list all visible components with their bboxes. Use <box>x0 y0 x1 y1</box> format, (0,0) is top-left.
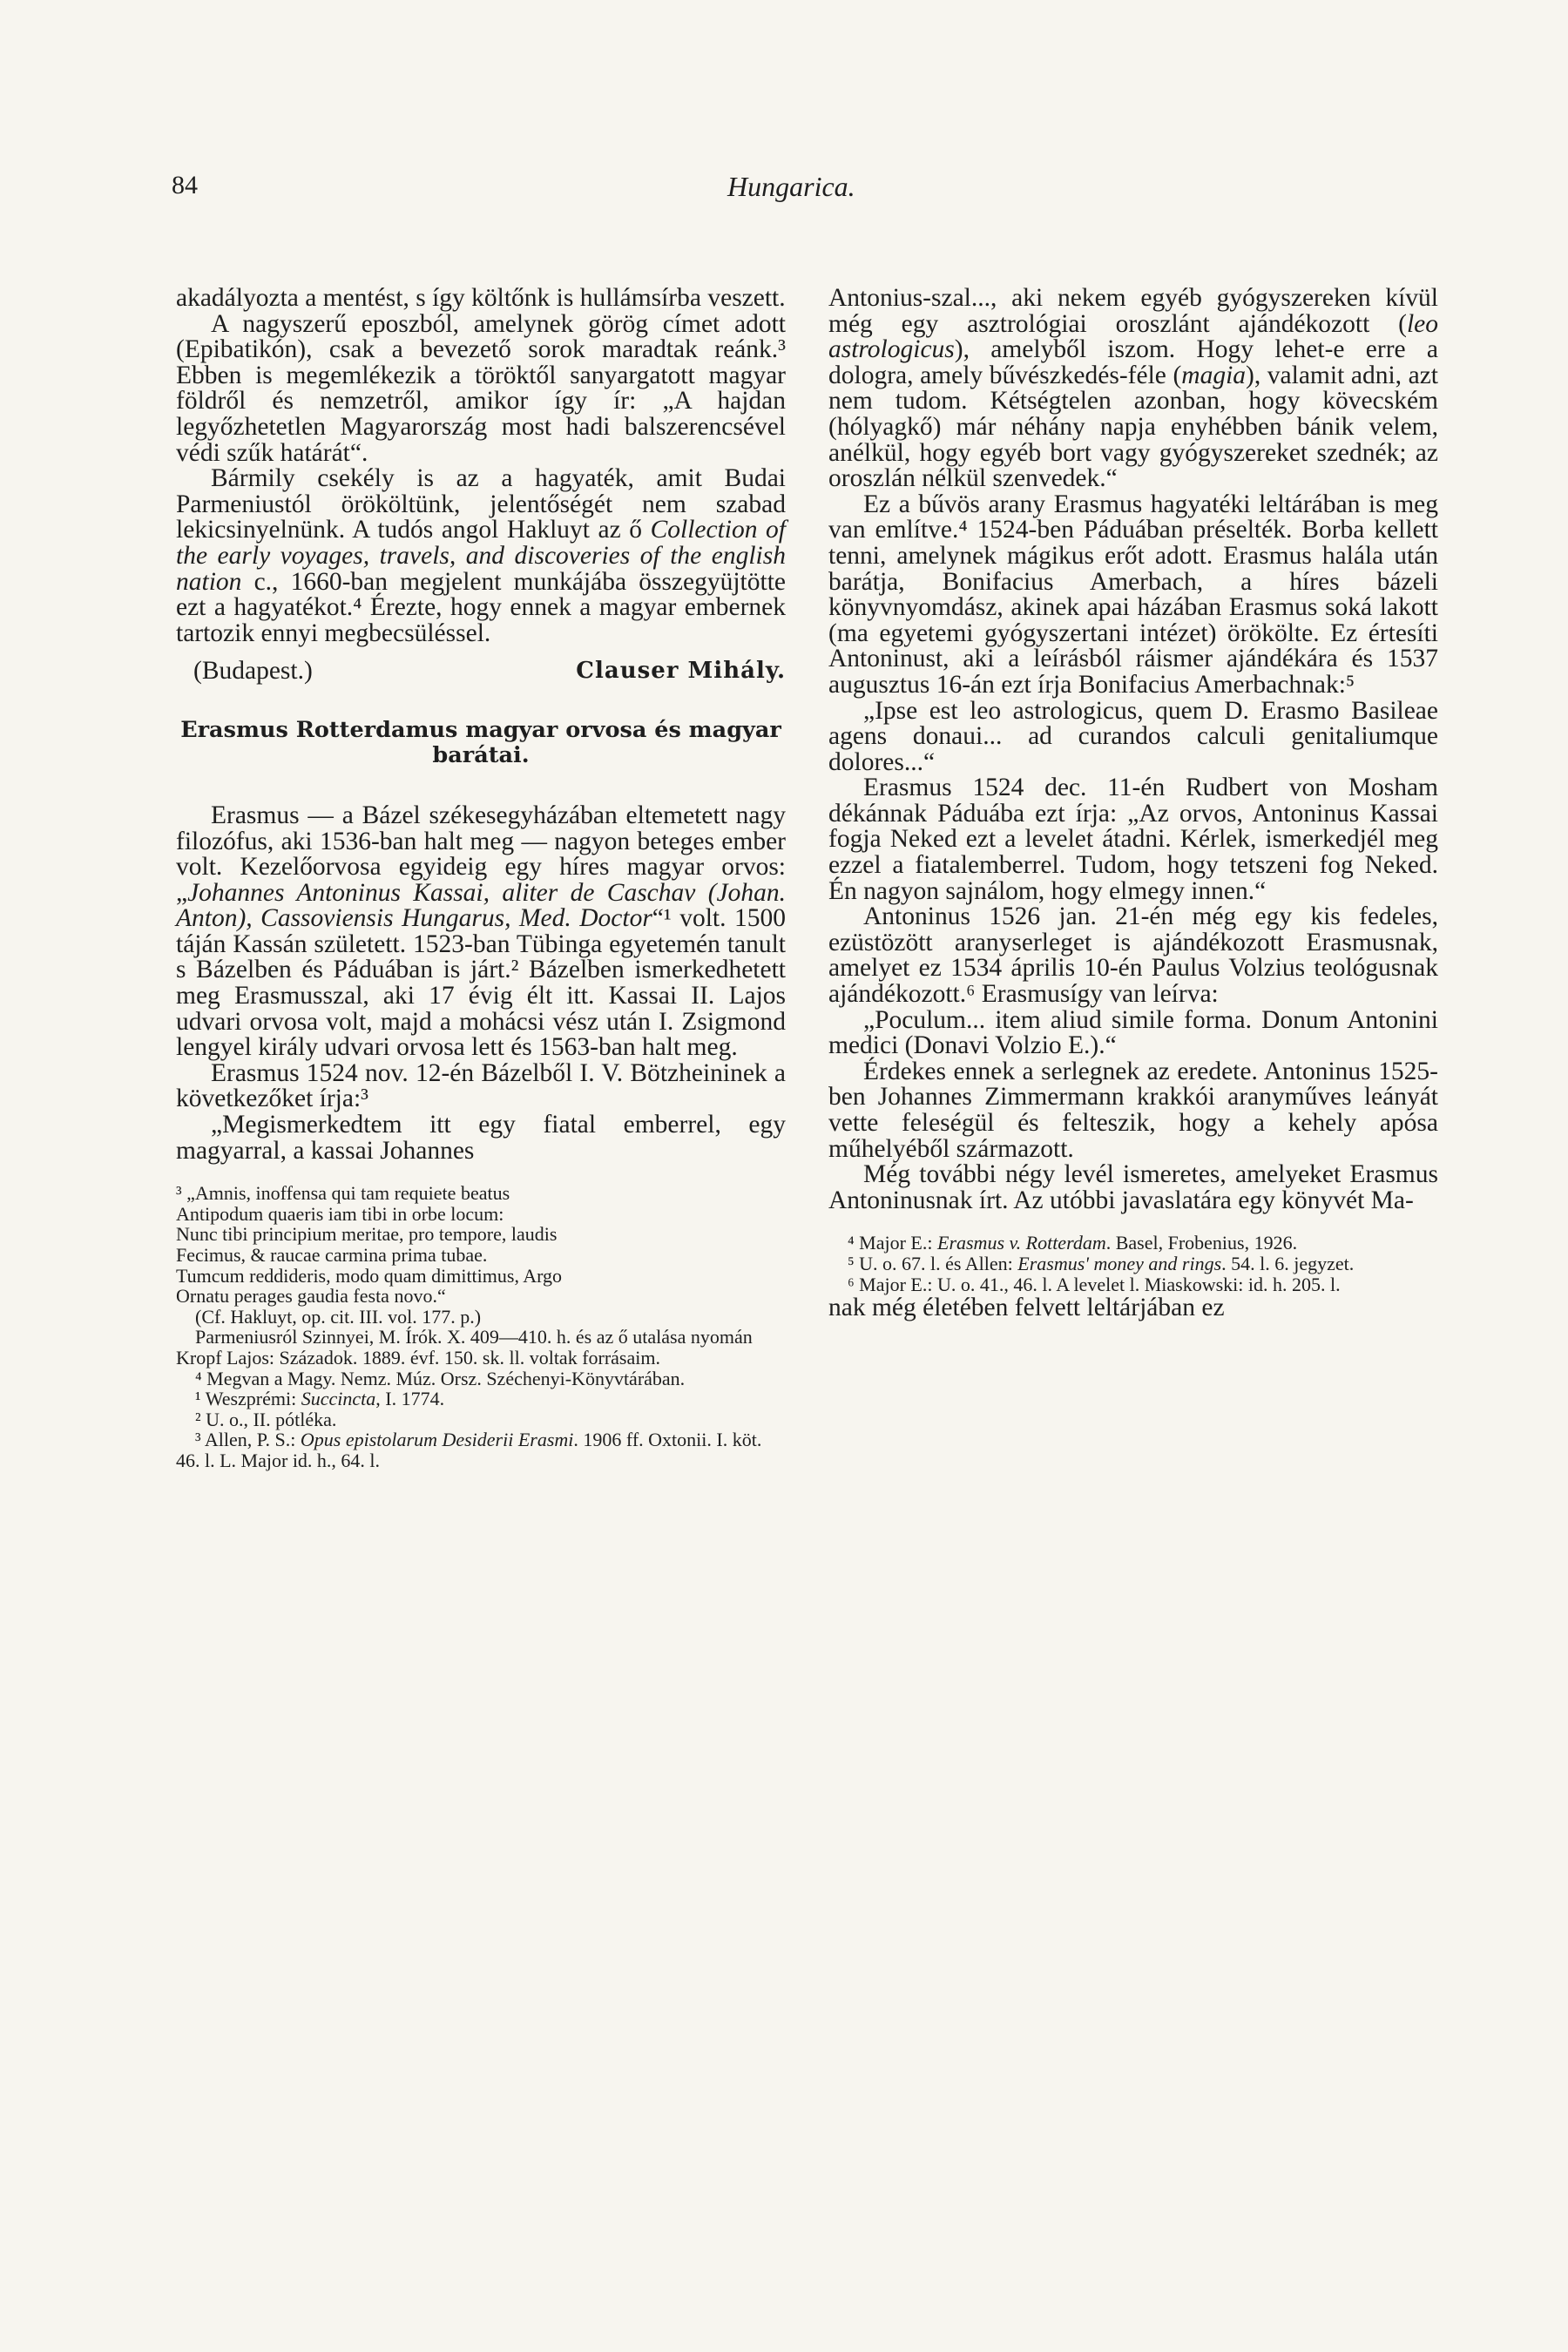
paragraph: A nagyszerű eposzból, amelynek görög címet adott (Epibatikón), csak a bevezető sorok maradtak reánk.³ Ebben is megemlékezik a töröktől sanyargatott magyar földről és nemzetről, amikor így ír: „A hajdan legyőzhetetlen Magyarország most hadi balszerencsével védi szűk határát“. <box>176 309 786 467</box>
footnote <box>828 1254 1438 1274</box>
latin-term: leo astrologicus <box>828 309 1438 364</box>
text-run: ⁵ U. o. 67. l. és Allen: <box>848 1252 1018 1274</box>
footnote: Parmeniusról Szinnyei, M. Írók. X. 409—410. h. és az ő utalása nyomán Kropf Lajos: Századok. 1889. évf. 150. sk. ll. voltak forrásaim. <box>176 1326 753 1369</box>
paragraph: „Poculum... item aliud simile forma. Donum Antonini medici (Donavi Volzio E.).“ <box>828 1005 1438 1060</box>
paragraph <box>828 286 1438 492</box>
paragraph: akadályozta a mentést, s így költőnk is hullámsírba veszett. <box>176 284 786 312</box>
poem-line: Fecimus, & raucae carmina prima tubae. <box>176 1244 488 1266</box>
latin-name: Johannes Antoninus Kassai, aliter de Caschav (Johan. Anton), Cassoviensis Hungarus, Med. Doctor <box>176 878 786 933</box>
paragraph: Ez a bűvös arany Erasmus hagyatéki leltárában is meg van említve.⁴ 1524-ben Páduában préselték. Borba kellett tenni, amelynek mágikus erőt adott. Erasmus halála után barátja, Bonifacius Amerbach, a híres bázeli könyvnyomdász, akinek apai házában Erasmus soká lakott (ma egyetemi gyógyszertani intézet) örökölte. Ez értesíti Antoninust, aki a leírásból ráismer ajándékára és 1537 augusztus 16-án ezt írja Bonifacius Amerbachnak:⁵ <box>828 490 1438 699</box>
poem-line: ³ „Amnis, inoffensa qui tam requiete beatus <box>176 1182 510 1205</box>
text-run: ¹ Weszprémi: <box>195 1388 301 1410</box>
signature-place: (Budapest.) <box>193 657 313 686</box>
text-run: . 1906 ff. Oxtonii. I. köt. 46. l. L. Major id. h., 64. l. <box>176 1429 762 1471</box>
page-number: 84 <box>172 171 198 199</box>
book-title: Collection of the early voyages, travels, and discoveries of the english nation <box>176 516 786 596</box>
book-title: Opus epistolarum Desiderii Erasmi <box>300 1429 574 1451</box>
text-run: , I. 1774. <box>375 1388 445 1410</box>
poem-line: Nunc tibi principium meritae, pro tempore, laudis <box>176 1223 558 1246</box>
text-run: “¹ volt. 1500 táján Kassán született. 1523-ban Tübinga egyetemén tanult s Bázelben és Páduában is járt.² Bázelben ismerkedhetett meg Erasmusszal, aki 17 évig élt itt. Kassai II. Lajos udvari orvosa volt, majd a mohácsi vész után I. Zsigmond lengyel király udvari orvosa lett és 1563-ban halt meg. <box>176 904 786 1062</box>
paragraph: „Ipse est leo astrologicus, quem D. Erasmo Basileae agens donaui... ad curandos calculi genitaliumque dolores...“ <box>828 696 1438 776</box>
paragraph: Erasmus 1524 nov. 12-én Bázelből I. V. Bötzheininek a következőket írja:³ <box>176 1058 786 1113</box>
book-title: Erasmus' money and rings <box>1017 1252 1222 1274</box>
text-run: ), valamit adni, azt nem tudom. Kétségtelen azonban, hogy kövecském (hólyagkő) már néhány napja enyhébben bánik velem, anélkül, hogy egyéb bort vagy gyógyszereket szednék; az oroszlán nélkül szenvedek.“ <box>828 361 1438 493</box>
footnote: ⁴ Megvan a Magy. Nemz. Múz. Orsz. Széchenyi-Könyvtárában. <box>195 1367 686 1389</box>
text-run: . 54. l. 6. jegyzet. <box>1221 1252 1355 1274</box>
paragraph: „Megismerkedtem itt egy fiatal emberrel, egy magyarral, a kassai Johannes <box>176 1111 786 1165</box>
section-heading: Erasmus Rotterdamus magyar orvosa és magyar barátai. <box>180 716 781 768</box>
left-column <box>176 286 786 1471</box>
poem-line: Antipodum quaeris iam tibi in orbe locum: <box>176 1202 504 1225</box>
latin-term: magia <box>1181 361 1247 389</box>
right-column <box>828 286 1438 1321</box>
footnote: (Cf. Hakluyt, op. cit. III. vol. 177. p.) <box>195 1305 482 1328</box>
text-run: Bármily csekély is az a hagyaték, amit Budai Parmeniustól örököltünk, jelentőségét nem szabad lekicsinyelnünk. A tudós angol Hakluyt az ő <box>176 464 786 544</box>
footnote: ² U. o., II. pótléka. <box>195 1408 337 1430</box>
paragraph <box>176 466 786 646</box>
right-footnotes <box>828 1233 1438 1321</box>
footnote <box>176 1389 786 1409</box>
paragraph: Erasmus 1524 dec. 11-én Rudbert von Mosham dékánnak Páduába ezt írja: „Az orvos, Antoninus Kassai fogja Neked ezt a levelet átadni. Kérlek, ismerkedjél meg ezzel a fiatalemberrel. Tudom, hogy tetszeni fog Neked. Én nagyon sajnálom, hogy elmegy innen.“ <box>828 774 1438 905</box>
paragraph <box>176 803 786 1061</box>
text-run: ³ Allen, P. S.: <box>195 1429 301 1451</box>
text-run: Erasmus — a Bázel székesegyházában eltemetett nagy filozófus, aki 1536-ban halt meg — nagyon beteges ember volt. Kezelőorvosa egyideig egy híres magyar orvos: „ <box>176 801 786 907</box>
text-run: c., 1660-ban megjelent munkájába összegyüjtötte ezt a hagyatékot.⁴ Érezte, hogy ennek a magyar embernek tartozik ennyi megbecsüléssel. <box>176 567 786 647</box>
left-footnotes <box>176 1183 786 1470</box>
text-run: Antonius-szal..., aki nekem egyéb gyógyszereken kívül még egy asztrológiai oroszlánt ajándékozott ( <box>828 284 1438 338</box>
footnote: ⁶ Major E.: U. o. 41., 46. l. A levelet l. Miaskowski: id. h. 205. l. <box>848 1273 1341 1295</box>
text-run: . Basel, Frobenius, 1926. <box>1105 1232 1298 1254</box>
footnote <box>828 1233 1438 1254</box>
text-run: ⁴ Major E.: <box>848 1232 937 1254</box>
paragraph: Érdekes ennek a serlegnek az eredete. Antoninus 1525-ben Johannes Zimmermann krakkói aranyműves leányát vette feleségül és felteszik, hogy a kehely apósa műhelyéből származott. <box>828 1057 1438 1163</box>
page-header <box>0 171 1568 206</box>
running-title: Hungarica. <box>727 171 855 202</box>
poem-line: Ornatu perages gaudia festa novo.“ <box>176 1285 446 1308</box>
paragraph: Antoninus 1526 jan. 21-én még egy kis fedeles, ezüstözött aranyserleget is ajándékozott Erasmusnak, amelyet ez 1534 április 10-én Paulus Volzius teológusnak ajándékozott.⁶ Erasmusígy van leírva: <box>828 902 1438 1009</box>
poem-line: Tumcum reddideris, modo quam dimittimus, Argo <box>176 1264 563 1287</box>
signature-line <box>176 659 786 685</box>
footnote-continuation: nak még életében felvett leltárjában ez <box>828 1294 1225 1322</box>
footnote <box>176 1429 786 1470</box>
signature-author: Clauser Mihály. <box>576 658 786 685</box>
book-title: Succincta <box>301 1388 376 1410</box>
book-title: Erasmus v. Rotterdam <box>937 1232 1106 1254</box>
paragraph: Még további négy levél ismeretes, amelyeket Erasmus Antoninusnak írt. Az utóbbi javaslatára egy könyvét Ma- <box>828 1160 1438 1214</box>
footnote-poem <box>176 1183 786 1307</box>
text-run: ), amelyből iszom. Hogy lehet-e erre a dologra, amely bűvészkedés-féle ( <box>828 335 1438 389</box>
